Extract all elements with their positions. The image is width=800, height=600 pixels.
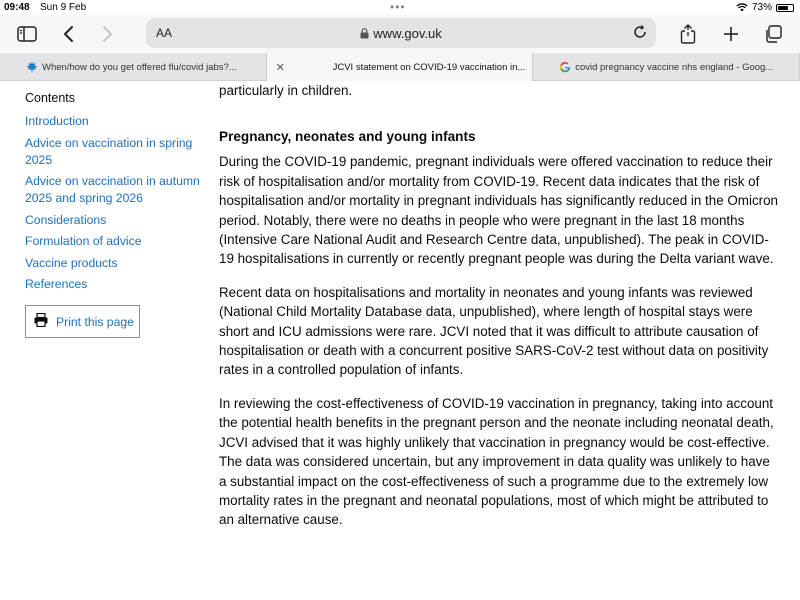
new-tab-icon[interactable] — [720, 23, 742, 45]
print-page-button[interactable] — [25, 305, 140, 338]
contents-link-references[interactable]: References — [25, 277, 88, 291]
status-time: 09:48 — [4, 2, 30, 13]
battery-icon — [776, 4, 794, 12]
sidebar-toggle-icon[interactable] — [16, 23, 38, 45]
status-bar — [0, 0, 800, 15]
google-g-icon — [559, 61, 571, 73]
section-heading: Pregnancy, neonates and young infants — [219, 129, 476, 145]
close-tab-icon[interactable]: ✕ — [275, 62, 285, 74]
wifi-icon — [736, 3, 748, 12]
share-icon[interactable] — [677, 23, 699, 45]
multitasking-dots-icon[interactable]: ••• — [390, 0, 406, 14]
contents-heading: Contents — [25, 91, 76, 105]
printer-icon — [34, 313, 48, 330]
contents-link-spring-2025[interactable]: Advice on vaccination in spring 2025 — [25, 135, 193, 167]
paragraph-fragment: particularly in children. — [219, 83, 353, 98]
page-content — [0, 81, 800, 600]
contents-sidebar — [25, 91, 200, 338]
reload-icon[interactable] — [632, 24, 648, 45]
tab-jcvi-statement[interactable] — [267, 53, 534, 81]
url-text: www.gov.uk — [373, 26, 442, 41]
contents-link-vaccine-products[interactable]: Vaccine products — [25, 255, 118, 270]
tab-google-search[interactable] — [533, 53, 800, 81]
status-date: Sun 9 Feb — [40, 2, 87, 13]
lock-icon — [360, 28, 369, 39]
contents-link-formulation-of-advice[interactable]: Formulation of advice — [25, 234, 142, 248]
contents-link-considerations[interactable]: Considerations — [25, 212, 107, 227]
maple-leaf-icon — [26, 61, 38, 73]
contents-list — [25, 113, 200, 293]
article-body — [219, 81, 779, 544]
tab-title: covid pregnancy vaccine nhs england - Goog... — [575, 61, 774, 73]
tab-flu-covid-jabs[interactable] — [0, 53, 267, 81]
tab-overview-icon[interactable] — [762, 23, 784, 45]
battery-percent: 73% — [751, 2, 772, 13]
address-bar[interactable] — [146, 18, 656, 48]
text-size-button[interactable]: AA — [156, 26, 173, 40]
tab-bar — [0, 53, 800, 81]
tab-title: JCVI statement on COVID-19 vaccination in... — [332, 61, 526, 73]
print-page-label: Print this page — [56, 314, 134, 329]
paragraph-neonates: Recent data on hospitalisations and mortality in neonates and young infants was reviewed (National Child Mortality Database data, unpublished), where length of hospital stays were short and ICU admissions were rare. JCVI noted that it was difficult to attribute causation of hospitalisation or death with a concurrent positive SARS-CoV-2 test without data on positivity rates in a controlled population of infants. — [219, 284, 769, 378]
paragraph-pregnancy: During the COVID-19 pandemic, pregnant individuals were offered vaccination to reduce their risk of hospitalisation and/or mortality from COVID-19. Recent data indicates that the risk of hospitalisation and/or mortality in pregnant individuals has significantly reduced in the Omicron period. Notably, there were no deaths in people who were pregnant in the last 18 months (Intensive Care National Audit and Research Centre data, unpublished). The peak in COVID-19 hospitalisations in currently or recently pregnant people was during the Delta variant wave. — [219, 154, 778, 267]
paragraph-cost-effectiveness: In reviewing the cost-effectiveness of COVID-19 vaccination in pregnancy, taking into account the potential health benefits in the pregnant person and the neonate including neonatal death, JCVI advised that it was highly unlikely that vaccination in pregnancy would be cost-effective. The data was considered uncertain, but any improvement in data quality was unlikely to have a substantial impact on the cost-effectiveness of such a programme due to the extremely low mortality rates in the pregnant and neonatal populations, most of which might be attributed to an alternative cause. — [219, 395, 774, 528]
back-icon[interactable] — [58, 23, 80, 45]
contents-link-introduction[interactable]: Introduction — [25, 114, 89, 128]
contents-link-autumn-2025-spring-2026[interactable]: Advice on vaccination in autumn 2025 and spring 2026 — [25, 174, 200, 205]
tab-title: When/how do you get offered flu/covid jabs?... — [42, 61, 237, 73]
browser-toolbar — [0, 15, 800, 53]
forward-icon[interactable] — [96, 23, 118, 45]
